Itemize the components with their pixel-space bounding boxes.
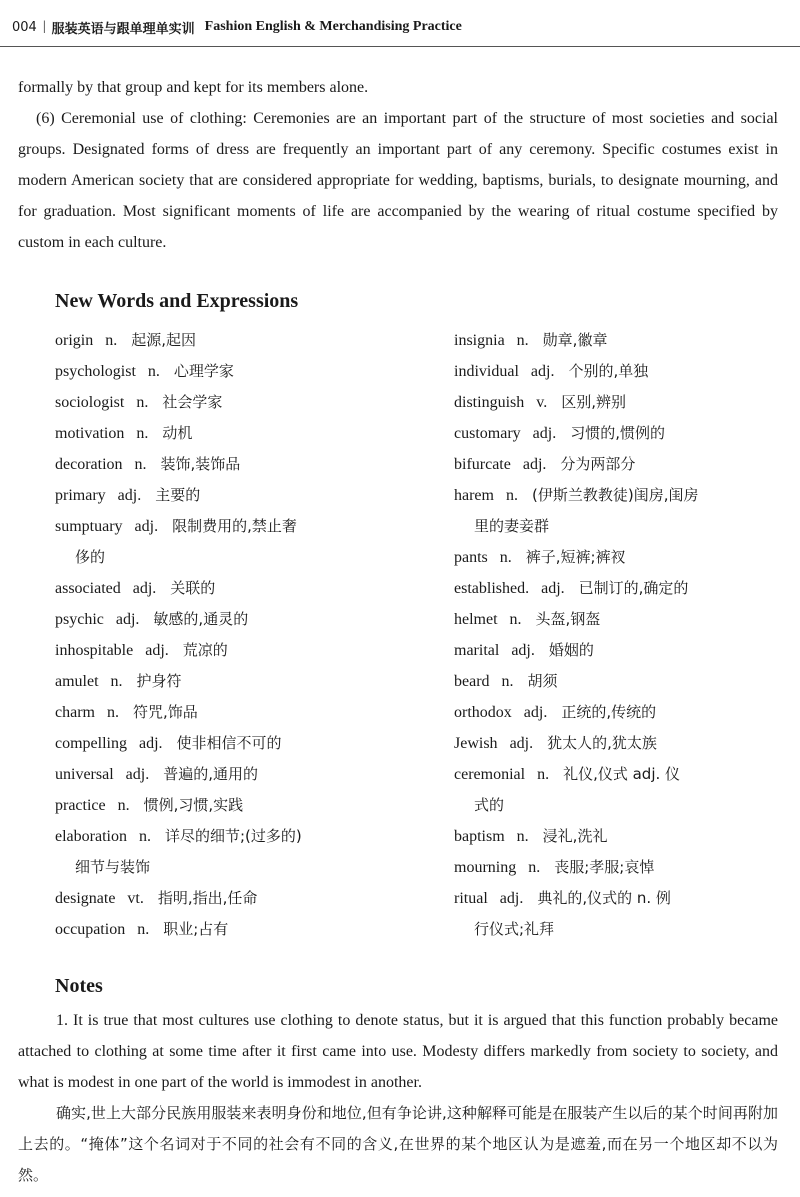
vocab-entry [454, 604, 786, 635]
vocab-word: decoration [55, 456, 123, 473]
vocab-entry [55, 728, 387, 759]
vocab-word: individual [454, 363, 519, 380]
vocab-part-of-speech: n. [537, 766, 550, 783]
vocab-part-of-speech: adj. [541, 580, 565, 597]
vocab-definition: 主要的 [155, 486, 201, 504]
vocab-definition: 普遍的,通用的 [163, 765, 258, 783]
vocab-part-of-speech: adj. [125, 766, 150, 783]
vocab-definition: 动机 [162, 424, 193, 442]
vocab-word: baptism [454, 828, 505, 845]
vocab-definition: 敏感的,通灵的 [153, 610, 249, 628]
vocab-entry [454, 418, 786, 449]
vocab-definition: 礼仪,仪式 adj. 仪 [563, 765, 681, 783]
vocab-part-of-speech: n. [137, 921, 150, 938]
vocab-entry [454, 666, 786, 697]
header-rule [0, 46, 800, 47]
notes-title: Notes [55, 975, 103, 997]
vocab-part-of-speech: n. [509, 611, 522, 628]
vocab-definition: 勋章,徽章 [542, 331, 608, 349]
vocab-part-of-speech: adj. [509, 735, 534, 752]
vocab-column-right [454, 325, 786, 945]
page-number: 004 [12, 19, 37, 35]
vocab-definition: 心理学家 [173, 362, 234, 380]
vocab-word: practice [55, 797, 106, 814]
vocab-definition: 区别,辨别 [561, 393, 626, 411]
vocab-definition: 惯例,习惯,实践 [143, 796, 244, 814]
vocab-word: universal [55, 766, 114, 783]
vocab-part-of-speech: n. [499, 549, 512, 566]
vocab-word: motivation [55, 425, 125, 442]
vocab-entry [55, 666, 387, 697]
vocab-word: Jewish [454, 735, 498, 752]
vocab-part-of-speech: adj. [523, 704, 548, 721]
vocab-part-of-speech: adj. [532, 425, 557, 442]
vocab-definition: 使非相信不可的 [176, 734, 282, 752]
vocab-definition: 典礼的,仪式的 n. 例 [537, 889, 671, 907]
vocab-word: mourning [454, 859, 517, 876]
vocab-entry [55, 511, 387, 573]
vocab-entry [454, 325, 786, 356]
vocab-part-of-speech: vt. [127, 890, 144, 907]
vocab-entry [55, 821, 387, 883]
vocab-entry [454, 728, 786, 759]
vocab-definition: 正统的,传统的 [561, 703, 657, 721]
vocab-word: sumptuary [55, 518, 123, 535]
vocab-part-of-speech: adj. [134, 518, 159, 535]
vocab-word: amulet [55, 673, 99, 690]
vocab-entry [55, 914, 387, 945]
vocab-word: bifurcate [454, 456, 511, 473]
vocab-entry [454, 480, 786, 542]
vocab-word: orthodox [454, 704, 512, 721]
vocab-definition: 装饰,装饰品 [160, 455, 241, 473]
vocab-part-of-speech: n. [110, 673, 123, 690]
vocab-part-of-speech: n. [106, 704, 119, 721]
vocab-word: helmet [454, 611, 498, 628]
vocab-word: sociologist [55, 394, 125, 411]
vocab-word: psychic [55, 611, 104, 628]
vocab-part-of-speech: n. [117, 797, 130, 814]
vocab-word: customary [454, 425, 521, 442]
vocab-part-of-speech: n. [105, 332, 118, 349]
vocab-entry [55, 449, 387, 480]
vocab-part-of-speech: n. [516, 332, 529, 349]
vocab-definition: 裤子,短裤;裤衩 [525, 548, 626, 566]
vocab-entry [454, 449, 786, 480]
book-title-cn: 服装英语与跟单理单实训 [51, 21, 195, 37]
vocab-entry [55, 759, 387, 790]
body-paragraph-1: formally by that group and kept for its members alone. [18, 79, 369, 96]
vocab-word: distinguish [454, 394, 525, 411]
vocab-entry [55, 325, 387, 356]
vocab-entry [55, 573, 387, 604]
vocab-word: ritual [454, 890, 488, 907]
vocab-word: inhospitable [55, 642, 134, 659]
book-title-en: Fashion English & Merchandising Practice [204, 19, 462, 34]
vocab-definition: 起源,起因 [131, 331, 196, 349]
vocab-part-of-speech: adj. [499, 890, 524, 907]
vocab-definition: 符咒,饰品 [132, 703, 198, 721]
vocab-word: psychologist [55, 363, 136, 380]
vocab-definition-continued: 细节与装饰 [75, 858, 151, 876]
vocab-definition-continued: 侈的 [75, 548, 106, 566]
vocab-part-of-speech: n. [136, 394, 149, 411]
vocab-word: primary [55, 487, 106, 504]
vocab-part-of-speech: adj. [132, 580, 157, 597]
vocab-part-of-speech: adj. [117, 487, 142, 504]
vocab-part-of-speech: v. [536, 394, 548, 411]
vocab-definition: 限制费用的,禁止奢 [172, 517, 297, 535]
vocab-entry [454, 573, 786, 604]
body-paragraph-2: (6) Ceremonial use of clothing: Ceremonies are an important part of the structure of most societies and social groups. Designated forms of dress are frequently an important part of any ceremony. Specific costumes exist in modern American society that are considered appropriate for wedding, baptisms, burials, to designate mourning, and for graduation. Most significant moments of life are accompanied by the wearing of ritual costume specified by custom in each culture. [18, 110, 778, 251]
note-1-english: 1. It is true that most cultures use clothing to denote status, but it is argued that this function probably became attached to clothing at some time after it first came into use. Modesty differs markedly from society to society, and what is modest in one part of the world is immodest in another. [18, 1012, 778, 1091]
vocab-part-of-speech: adj. [145, 642, 169, 659]
vocab-definition: 分为两部分 [560, 455, 636, 473]
vocab-entry [454, 542, 786, 573]
vocab-part-of-speech: n. [147, 363, 160, 380]
vocab-word: elaboration [55, 828, 127, 845]
vocab-part-of-speech: adj. [530, 363, 555, 380]
vocab-part-of-speech: n. [516, 828, 529, 845]
vocab-part-of-speech: n. [134, 456, 147, 473]
vocab-word: associated [55, 580, 121, 597]
header-separator: | [42, 19, 46, 34]
vocab-word: designate [55, 890, 116, 907]
vocab-definition: 社会学家 [162, 393, 223, 411]
vocab-word: marital [454, 642, 500, 659]
vocab-entry [55, 790, 387, 821]
vocab-entry [55, 356, 387, 387]
vocab-word: beard [454, 673, 490, 690]
vocab-entry [454, 759, 786, 821]
vocab-word: origin [55, 332, 94, 349]
vocab-entry [454, 883, 786, 945]
vocab-entry [55, 480, 387, 511]
vocab-word: ceremonial [454, 766, 526, 783]
vocab-definition: (伊斯兰教教徒)闺房,闺房 [531, 486, 699, 504]
vocab-word: occupation [55, 921, 126, 938]
note-1-chinese: 确实,世上大部分民族用服装来表明身份和地位,但有争论讲,这种解释可能是在服装产生以后的某个时间再附加上去的。“掩体”这个名词对于不同的社会有不同的含义,在世界的某个地区认为是遮羞,而在另一个地区却不以为然。 [18, 1104, 778, 1184]
vocab-entry [55, 635, 387, 666]
vocab-entry [55, 387, 387, 418]
vocab-entry [454, 697, 786, 728]
vocab-definition: 荒凉的 [182, 641, 228, 659]
vocab-definition: 职业;占有 [163, 920, 229, 938]
vocab-part-of-speech: n. [505, 487, 518, 504]
vocab-entry [454, 635, 786, 666]
vocab-definition-continued: 行仪式;礼拜 [474, 920, 555, 938]
vocab-title: New Words and Expressions [55, 290, 299, 312]
vocab-definition: 护身符 [136, 672, 182, 690]
vocab-word: harem [454, 487, 494, 504]
vocab-part-of-speech: n. [138, 828, 151, 845]
vocab-entry [55, 697, 387, 728]
vocab-entry [454, 356, 786, 387]
vocab-definition: 详尽的细节;(过多的) [164, 827, 302, 845]
vocab-word: established. [454, 580, 530, 597]
vocab-word: charm [55, 704, 95, 721]
vocab-part-of-speech: adj. [522, 456, 547, 473]
vocab-entry [454, 821, 786, 852]
vocab-definition: 犹太人的,犹太族 [547, 734, 657, 752]
vocab-definition: 个别的,单独 [568, 362, 649, 380]
vocab-word: pants [454, 549, 488, 566]
vocab-entry [55, 883, 387, 914]
vocab-word: compelling [55, 735, 127, 752]
vocab-part-of-speech: n. [501, 673, 514, 690]
vocab-column-left [55, 325, 387, 945]
vocab-definition: 婚姻的 [548, 641, 594, 659]
vocab-definition: 胡须 [527, 672, 558, 690]
vocab-definition: 习惯的,惯例的 [570, 424, 665, 442]
vocab-definition: 指明,指出,任命 [157, 889, 258, 907]
vocab-definition: 头盔,钢盔 [535, 610, 601, 628]
vocab-definition: 丧服;孝服;哀悼 [554, 858, 655, 876]
vocab-part-of-speech: adj. [138, 735, 163, 752]
vocab-definition: 浸礼,洗礼 [542, 827, 608, 845]
vocab-definition: 关联的 [170, 579, 216, 597]
vocab-definition-continued: 式的 [474, 796, 505, 814]
vocab-part-of-speech: n. [136, 425, 149, 442]
vocab-part-of-speech: adj. [115, 611, 140, 628]
vocab-entry [55, 604, 387, 635]
vocab-definition: 已制订的,确定的 [578, 579, 689, 597]
vocab-part-of-speech: adj. [511, 642, 535, 659]
vocab-entry [454, 852, 786, 883]
vocab-part-of-speech: n. [528, 859, 541, 876]
page-header [12, 16, 462, 38]
vocab-entry [55, 418, 387, 449]
vocab-entry [454, 387, 786, 418]
vocab-word: insignia [454, 332, 505, 349]
vocab-definition-continued: 里的妻妾群 [474, 517, 550, 535]
